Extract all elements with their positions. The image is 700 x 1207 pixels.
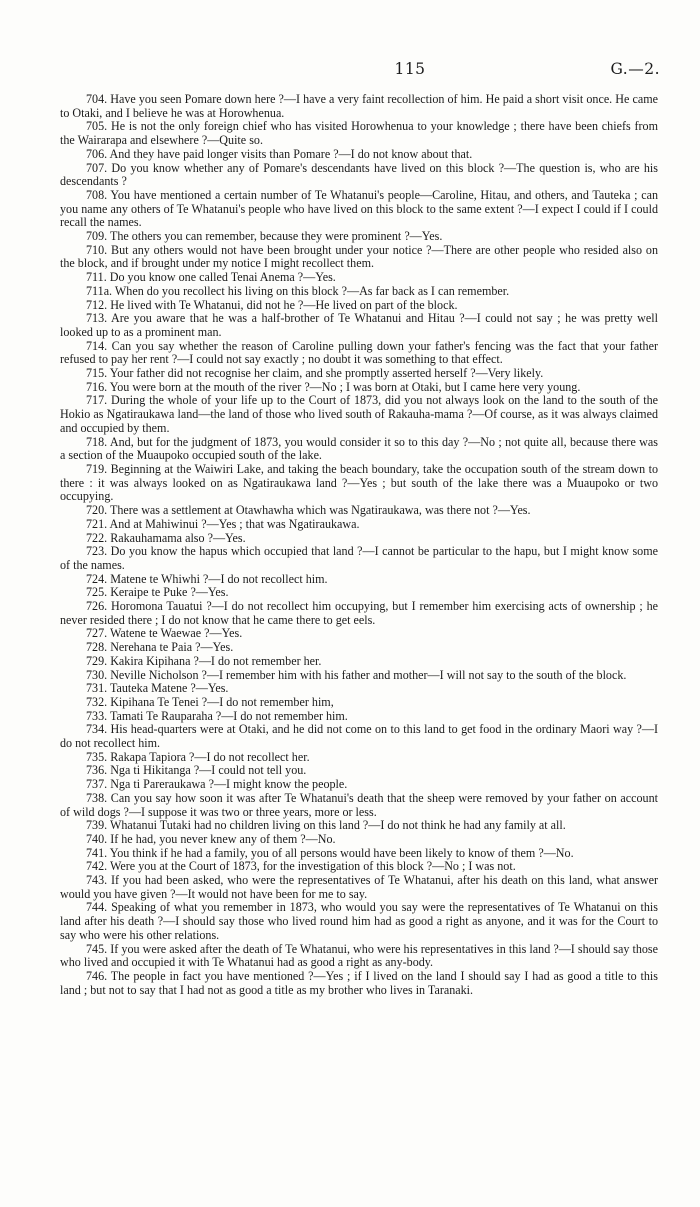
page-header xyxy=(60,60,660,82)
page-number: 115 xyxy=(394,60,426,78)
question-answer-paragraph: 714. Can you say whether the reason of Caroline pulling down your father's fencing was the fact that your father refused to pay her rent ?—I could not say exactly ; no doubt it was something to that effect. xyxy=(60,338,658,367)
question-answer-paragraph: 720. There was a settlement at Otawhawha which was Ngatiraukawa, was there not ?—Yes. xyxy=(86,503,531,518)
question-answer-paragraph: 721. And at Mahiwinui ?—Yes ; that was Ngatiraukawa. xyxy=(86,516,360,531)
question-answer-paragraph: 729. Kakira Kipihana ?—I do not remember her. xyxy=(86,653,322,668)
question-answer-paragraph: 725. Keraipe te Puke ?—Yes. xyxy=(86,585,229,600)
question-answer-paragraph: 727. Watene te Waewae ?—Yes. xyxy=(86,626,243,641)
question-answer-paragraph: 719. Beginning at the Waiwiri Lake, and taking the beach boundary, take the occupation south of the stream down to there : it was always looked on as Ngatiraukawa land ?—Yes ; but south of the lake there was a Muaupoko or two occupying. xyxy=(60,461,658,504)
question-answer-paragraph: 734. His head-quarters were at Otaki, and he did not come on to this land to get food in the ordinary Maori way ?—I do not recollect him. xyxy=(60,722,658,751)
question-answer-paragraph: 735. Rakapa Tapiora ?—I do not recollect her. xyxy=(86,749,310,764)
question-answer-paragraph: 743. If you had been asked, who were the representatives of Te Whatanui, after his death on this land, what answer would you have given ?—It would not have been for me to say. xyxy=(60,873,658,901)
question-answer-paragraph: 718. And, but for the judgment of 1873, you would consider it so to this day ?—No ; not quite all, because there was a section of the Muaupoko occupied south of the lake. xyxy=(60,434,658,463)
question-answer-paragraph: 711a. When do you recollect his living on this block ?—As far back as I can remember. xyxy=(86,283,510,298)
question-answer-paragraph: 736. Nga ti Hikitanga ?—I could not tell you. xyxy=(86,763,307,778)
question-answer-paragraph: 712. He lived with Te Whatanui, did not he ?—He lived on part of the block. xyxy=(86,297,458,312)
question-answer-paragraph: 722. Rakauhamama also ?—Yes. xyxy=(86,530,246,545)
question-answer-paragraph: 739. Whatanui Tutaki had no children living on this land ?—I do not think he had any family at all. xyxy=(86,818,566,833)
question-answer-paragraph: 724. Matene te Whiwhi ?—I do not recollect him. xyxy=(86,571,328,586)
question-answer-paragraph: 723. Do you know the hapus which occupied that land ?—I cannot be particular to the hapu, but I might know some of the names. xyxy=(60,544,658,572)
question-answer-paragraph: 730. Neville Nicholson ?—I remember him with his father and mother—I will not say to the south of the block. xyxy=(86,667,627,682)
question-answer-paragraph: 709. The others you can remember, because they were prominent ?—Yes. xyxy=(86,229,443,244)
question-answer-paragraph: 742. Were you at the Court of 1873, for the investigation of this block ?—No ; I was not. xyxy=(86,859,516,874)
question-answer-paragraph: 740. If he had, you never knew any of them ?—No. xyxy=(86,831,336,846)
question-answer-paragraph: 731. Tauteka Matene ?—Yes. xyxy=(86,681,229,696)
question-answer-paragraph: 726. Horomona Tauatui ?—I do not recollect him occupying, but I remember him exercising acts of ownership ; he never resided there ; I do not know that he came there to get eels. xyxy=(60,599,658,627)
testimony-body xyxy=(60,93,658,997)
question-answer-paragraph: 745. If you were asked after the death of Te Whatanui, who were his representatives in this land ?—I should say those who lived and occupied it with Te Whatanui had as good a right as any-body. xyxy=(60,941,658,970)
question-answer-paragraph: 737. Nga ti Pareraukawa ?—I might know the people. xyxy=(86,777,348,792)
question-answer-paragraph: 715. Your father did not recognise her claim, and she promptly asserted herself ?—Very likely. xyxy=(86,366,544,381)
question-answer-paragraph: 738. Can you say how soon it was after Te Whatanui's death that the sheep were removed by your father on account of wild dogs ?—I suppose it was two or three years, more or less. xyxy=(60,790,658,819)
question-answer-paragraph: 744. Speaking of what you remember in 1873, who would you say were the representatives of Te Whatanui on this land after his death ?—I should say those who lived round him had as good a right as anyone, and it was for the Court to say who were his other relations. xyxy=(60,900,658,942)
question-answer-paragraph: 707. Do you know whether any of Pomare's descendants have lived on this block ?—The question is, who are his descendants ? xyxy=(60,160,658,189)
question-answer-paragraph: 741. You think if he had a family, you of all persons would have been likely to know of them ?—No. xyxy=(86,845,574,860)
question-answer-paragraph: 713. Are you aware that he was a half-brother of Te Whatanui and Hitau ?—I could not say ; he was pretty well looked up to as a prominent man. xyxy=(60,311,658,339)
question-answer-paragraph: 716. You were born at the mouth of the river ?—No ; I was born at Otaki, but I came here very young. xyxy=(86,379,581,394)
question-answer-paragraph: 733. Tamati Te Rauparaha ?—I do not remember him. xyxy=(86,708,348,723)
question-answer-paragraph: 732. Kipihana Te Tenei ?—I do not remember him, xyxy=(86,694,334,709)
question-answer-paragraph: 711. Do you know one called Tenai Anema ?—Yes. xyxy=(86,270,336,285)
question-answer-paragraph: 705. He is not the only foreign chief who has visited Horowhenua to your knowledge ; there have been chiefs from the Wairarapa and elsewhere ?—Quite so. xyxy=(60,119,658,148)
question-answer-paragraph: 710. But any others would not have been brought under your notice ?—There are other people who resided also on the block, and if brought under my notice I might recollect them. xyxy=(60,242,658,271)
document-reference: G.—2. xyxy=(610,60,660,78)
question-answer-paragraph: 728. Nerehana te Paia ?—Yes. xyxy=(86,640,234,655)
question-answer-paragraph: 746. The people in fact you have mentioned ?—Yes ; if I lived on the land I should say I had as good a title to this land ; but not to say that I had not as good a title as my brother who lives in Taranaki. xyxy=(60,969,658,997)
question-answer-paragraph: 706. And they have paid longer visits than Pomare ?—I do not know about that. xyxy=(86,146,473,161)
question-answer-paragraph: 708. You have mentioned a certain number of Te Whatanui's people—Caroline, Hitau, and others, and Tauteka ; can you name any others of Te Whatanui's people who have lived on this block to the same extent ?—I expect I could if I could recall the names. xyxy=(60,187,658,230)
question-answer-paragraph: 704. Have you seen Pomare down here ?—I have a very faint recollection of him. He paid a short visit once. He came to Otaki, and I believe he was at Horowhenua. xyxy=(60,92,658,120)
question-answer-paragraph: 717. During the whole of your life up to the Court of 1873, did you not always look on the land to the south of the Hokio as Ngatiraukawa land—the land of those who lived south of Rakauha-mama ?—Of course, as it was always claimed and occupied by them. xyxy=(60,393,658,435)
